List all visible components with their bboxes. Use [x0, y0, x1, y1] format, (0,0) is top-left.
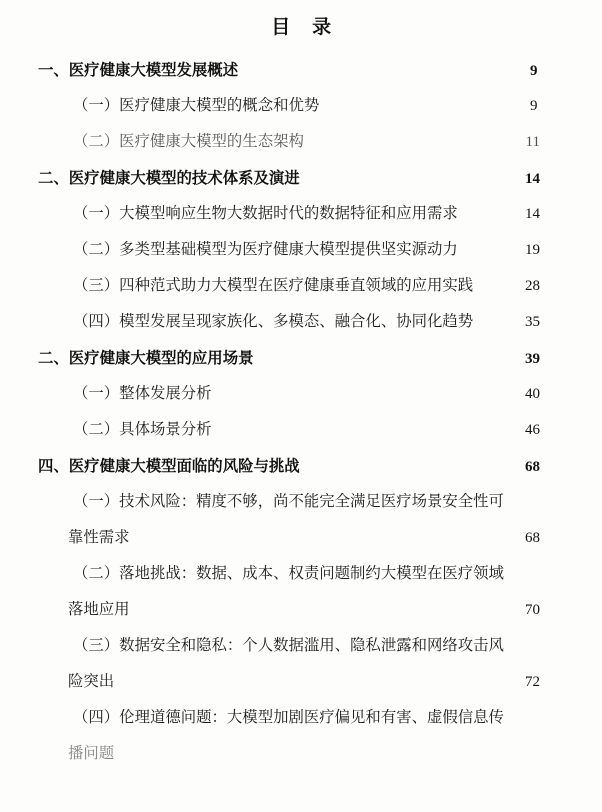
toc-entry[interactable] [0, 412, 602, 448]
toc-row [73, 232, 540, 268]
toc-dot-leader [477, 275, 523, 290]
toc-entry[interactable] [0, 196, 602, 232]
toc-page-number: 68 [525, 530, 540, 546]
toc-row [73, 268, 540, 304]
toc-entry-label: （四）伦理道德问题：大模型加剧医疗偏见和有害、虚假信息传 [73, 709, 504, 726]
toc-dot-leader [462, 239, 523, 254]
toc-dot-leader [118, 671, 523, 686]
toc-entry-label: （一）医疗健康大模型的概念和优势 [73, 97, 320, 114]
toc-dot-leader [304, 168, 523, 183]
toc-row [38, 160, 540, 196]
toc-entry[interactable] [0, 52, 602, 88]
toc-row [38, 448, 540, 484]
toc-page-number: 46 [525, 422, 540, 438]
toc-dot-leader [257, 348, 523, 363]
toc-page-number: 14 [525, 206, 540, 222]
toc-row [73, 376, 540, 412]
page-title: 目 录 [271, 16, 339, 38]
toc-page-number: 14 [525, 171, 540, 187]
toc-entry-label: 靠性需求 [68, 529, 130, 546]
toc-entry-label: 二、医疗健康大模型的应用场景 [38, 349, 254, 367]
toc-page-number: 72 [525, 674, 540, 690]
toc-dot-leader [134, 599, 523, 614]
toc-entry-label: （四）模型发展呈现家族化、多模态、融合化、协同化趋势 [73, 313, 474, 330]
toc-entry-label: 播问题 [68, 745, 115, 762]
toc-entry[interactable] [0, 484, 602, 520]
toc-page-number: 11 [525, 134, 540, 150]
toc-dot-leader [216, 383, 523, 398]
toc-row [68, 664, 540, 700]
toc-row [68, 736, 540, 772]
toc-entry[interactable] [0, 160, 602, 196]
toc-page-number: 28 [525, 278, 540, 294]
toc-entry-label: 二、医疗健康大模型的技术体系及演进 [38, 169, 300, 187]
toc-dot-leader [216, 419, 523, 434]
toc-dot-leader [323, 95, 528, 110]
toc-entry[interactable] [0, 304, 602, 340]
toc-entry[interactable] [0, 628, 602, 664]
toc-page-number: 70 [525, 602, 540, 618]
toc-entry-label: （一）整体发展分析 [73, 385, 212, 402]
toc-dot-leader [462, 203, 523, 218]
toc-entry-label: （一）大模型响应生物大数据时代的数据特征和应用需求 [73, 205, 458, 222]
toc-row [38, 52, 540, 88]
toc-entry[interactable] [0, 340, 602, 376]
toc-dot-leader [242, 60, 528, 75]
toc-entry[interactable] [0, 448, 602, 484]
toc-row [38, 340, 540, 376]
toc-row [73, 556, 540, 592]
toc-dot-leader [304, 456, 523, 471]
toc-entry-label: 落地应用 [68, 601, 130, 618]
toc-entry-continuation[interactable] [0, 664, 602, 700]
toc-page-number: 9 [530, 98, 538, 114]
toc-entry-continuation[interactable] [0, 592, 602, 628]
toc-entry-label: （二）医疗健康大模型的生态架构 [73, 133, 304, 150]
toc-row [68, 592, 540, 628]
toc-entry-continuation[interactable] [0, 520, 602, 556]
toc-row [68, 520, 540, 556]
toc-entry[interactable] [0, 124, 602, 160]
toc-page-number: 9 [530, 63, 538, 79]
toc-row [73, 700, 540, 736]
toc-page-number: 40 [525, 386, 540, 402]
toc-entry-label: 四、医疗健康大模型面临的风险与挑战 [38, 457, 300, 475]
toc-entry-label: （二）具体场景分析 [73, 421, 212, 438]
toc-dot-leader [134, 527, 523, 542]
toc-row [73, 88, 540, 124]
toc-entry-label: （二）多类型基础模型为医疗健康大模型提供坚实源动力 [73, 241, 458, 258]
toc-entry-label: （三）四种范式助力大模型在医疗健康垂直领域的应用实践 [73, 277, 474, 294]
toc-entry-label: （二）落地挑战：数据、成本、权责问题制约大模型在医疗领域 [73, 565, 504, 582]
toc-entry-label: 险突出 [68, 673, 115, 690]
toc-entry-label: （三）数据安全和隐私：个人数据滥用、隐私泄露和网络攻击风 [73, 637, 504, 654]
toc-entry[interactable] [0, 268, 602, 304]
toc-dot-leader [118, 743, 528, 758]
toc-row [73, 412, 540, 448]
toc-entry[interactable] [0, 700, 602, 736]
toc-entry[interactable] [0, 556, 602, 592]
toc-dot-leader [477, 311, 523, 326]
toc-page-number: 19 [525, 242, 540, 258]
table-of-contents [0, 44, 602, 772]
toc-page-number: 35 [525, 314, 540, 330]
toc-entry[interactable] [0, 88, 602, 124]
toc-row [73, 484, 540, 520]
toc-page-number: 68 [525, 459, 540, 475]
toc-row [73, 196, 540, 232]
toc-entry[interactable] [0, 376, 602, 412]
toc-row [73, 124, 540, 160]
toc-entry-label: 一、医疗健康大模型发展概述 [38, 61, 239, 79]
toc-entry[interactable] [0, 232, 602, 268]
toc-row [73, 628, 540, 664]
toc-page-number: 39 [525, 351, 540, 367]
toc-entry-label: （一）技术风险：精度不够，尚不能完全满足医疗场景安全性可 [73, 493, 504, 510]
toc-dot-leader [308, 131, 524, 146]
toc-row [73, 304, 540, 340]
toc-entry-continuation[interactable] [0, 736, 602, 772]
